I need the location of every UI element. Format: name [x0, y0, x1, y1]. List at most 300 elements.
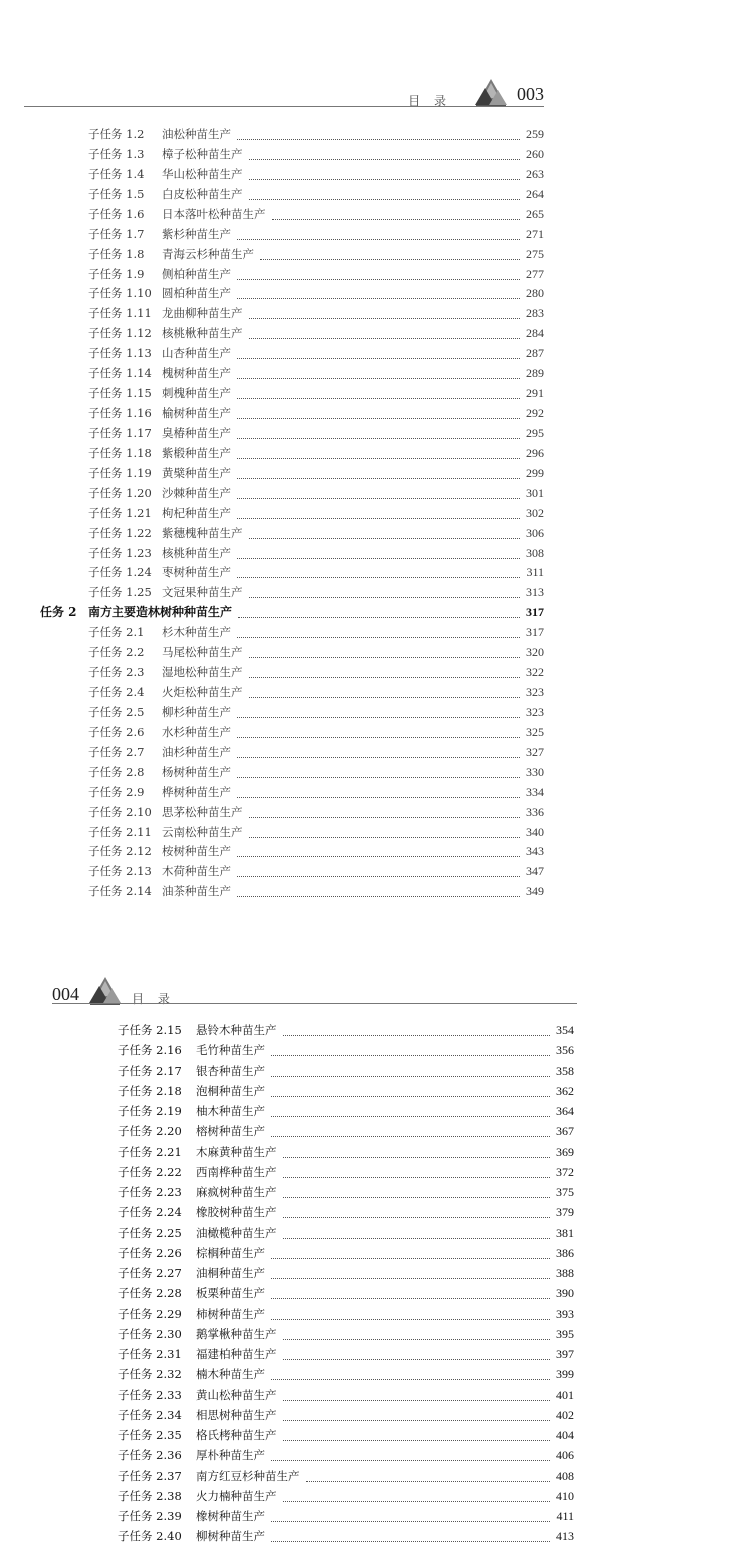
- entry-page-number: 375: [556, 1185, 574, 1199]
- entry-code: 子任务 2.28: [118, 1286, 182, 1301]
- entry-code: 子任务 1.25: [88, 585, 152, 600]
- dot-leader: [237, 278, 520, 280]
- entry-title: 桉树种苗生产: [162, 844, 231, 859]
- entry-title: 油茶种苗生产: [162, 884, 231, 899]
- entry-page-number: 358: [556, 1063, 574, 1078]
- dot-leader: [283, 1419, 551, 1421]
- entry-title: 榆树种苗生产: [162, 406, 231, 421]
- entry-title: 棕榈种苗生产: [196, 1245, 265, 1260]
- toc-entry: [118, 1020, 574, 1040]
- entry-title: 马尾松种苗生产: [162, 645, 243, 660]
- entry-page-number: 301: [526, 485, 544, 500]
- entry-title: 柳杉种苗生产: [162, 704, 231, 719]
- dot-leader: [283, 1358, 551, 1360]
- entry-title: 油桐种苗生产: [196, 1266, 265, 1280]
- entry-page-number: 259: [526, 127, 544, 141]
- dot-leader: [283, 1500, 551, 1502]
- dot-leader: [283, 1439, 551, 1441]
- entry-code: 子任务 2.3: [88, 665, 145, 680]
- dot-leader: [237, 756, 520, 758]
- entry-code: 子任务 2.35: [118, 1428, 182, 1442]
- entry-code: 子任务 2.11: [88, 824, 152, 839]
- toc-entry: [118, 1445, 574, 1465]
- dot-leader: [237, 517, 520, 519]
- entry-page-number: 289: [526, 366, 544, 381]
- entry-page-number: 322: [526, 665, 544, 680]
- entry-title: 沙棘种苗生产: [162, 485, 231, 500]
- entry-title: 青海云杉种苗生产: [162, 246, 254, 261]
- entry-title: 油松种苗生产: [162, 127, 231, 141]
- entry-title: 日本落叶松种苗生产: [162, 206, 266, 221]
- entry-code: 子任务 1.18: [88, 445, 152, 460]
- page-number: 004: [52, 984, 79, 1004]
- dot-leader: [237, 238, 520, 240]
- entry-title: 核桃种苗生产: [162, 545, 231, 560]
- running-header: [24, 68, 544, 108]
- entry-code: 子任务 1.12: [88, 326, 152, 341]
- entry-title: 橡胶树种苗生产: [196, 1205, 277, 1220]
- entry-page-number: 317: [526, 625, 544, 640]
- entry-code: 子任务 1.9: [88, 266, 145, 281]
- entry-code: 子任务 2.19: [118, 1104, 182, 1118]
- toc-page-004: [0, 960, 750, 1546]
- entry-code: 子任务 1.5: [88, 186, 145, 201]
- toc-entry: [88, 184, 544, 204]
- entry-title: 华山松种苗生产: [162, 166, 243, 181]
- entry-code: 子任务 1.6: [88, 206, 145, 221]
- entry-page-number: 302: [526, 505, 544, 520]
- entry-code: 子任务 2.14: [88, 884, 152, 899]
- entry-code: 子任务 1.2: [88, 127, 145, 141]
- entry-title: 圆柏种苗生产: [162, 286, 231, 301]
- entry-title: 紫杉种苗生产: [162, 226, 231, 241]
- entry-title: 板栗种苗生产: [196, 1286, 265, 1301]
- toc-entry: [118, 1466, 574, 1486]
- dot-leader: [237, 397, 520, 399]
- toc-entry: [88, 622, 544, 642]
- dot-leader: [237, 636, 520, 638]
- dot-leader: [237, 557, 520, 559]
- entry-code: 子任务 1.14: [88, 366, 152, 381]
- entry-title: 柳树种苗生产: [196, 1529, 265, 1544]
- entry-page-number: 291: [526, 386, 544, 401]
- toc-entry: [118, 1243, 574, 1263]
- entry-page-number: 317: [526, 605, 544, 620]
- dot-leader: [260, 258, 520, 260]
- dot-leader: [237, 875, 520, 877]
- dot-leader: [249, 537, 521, 539]
- toc-entry: [88, 782, 544, 802]
- entry-page-number: 379: [556, 1205, 574, 1220]
- toc-entry: [118, 1121, 574, 1141]
- toc-entry: [118, 1405, 574, 1425]
- entry-title: 柚木种苗生产: [196, 1104, 265, 1118]
- header-rule: [52, 1003, 577, 1004]
- dot-leader: [283, 1196, 551, 1198]
- dot-leader: [237, 776, 520, 778]
- toc-entry: [118, 1202, 574, 1222]
- dot-leader: [249, 816, 521, 818]
- entry-page-number: 347: [526, 864, 544, 879]
- entry-title: 榕树种苗生产: [196, 1124, 265, 1139]
- entry-code: 子任务 2.23: [118, 1185, 182, 1199]
- entry-page-number: 306: [526, 525, 544, 540]
- entry-code: 子任务 2.30: [118, 1326, 182, 1341]
- entry-code: 子任务 1.20: [88, 485, 152, 500]
- toc-entry: [88, 144, 544, 164]
- dot-leader: [249, 656, 521, 658]
- entry-page-number: 334: [526, 784, 544, 799]
- toc-entry: [88, 582, 544, 602]
- entry-page-number: 406: [556, 1448, 574, 1463]
- header-label: 目 录: [132, 992, 175, 1006]
- entry-page-number: 372: [556, 1164, 574, 1179]
- toc-entry: [88, 204, 544, 224]
- entry-page-number: 397: [556, 1347, 574, 1361]
- entry-page-number: 284: [526, 326, 544, 341]
- entry-title: 鹅掌楸种苗生产: [196, 1326, 277, 1341]
- dot-leader: [272, 218, 521, 220]
- entry-code: 子任务 2.26: [118, 1245, 182, 1260]
- dot-leader: [237, 576, 520, 578]
- entry-page-number: 367: [556, 1124, 574, 1139]
- dot-leader: [249, 178, 521, 180]
- entry-title: 黄山松种苗生产: [196, 1387, 277, 1402]
- entry-page-number: 362: [556, 1083, 574, 1098]
- entry-code: 子任务 2.12: [88, 844, 152, 859]
- entry-title: 枸杞种苗生产: [162, 505, 231, 520]
- toc-entry: [88, 503, 544, 523]
- dot-leader: [237, 357, 520, 359]
- entry-title: 白皮松种苗生产: [162, 186, 243, 201]
- toc-entry: [118, 1385, 574, 1405]
- entry-page-number: 399: [556, 1367, 574, 1382]
- toc-entry: [118, 1101, 574, 1121]
- dot-leader: [237, 497, 520, 499]
- entry-title: 楠木种苗生产: [196, 1367, 265, 1382]
- entry-page-number: 299: [526, 465, 544, 480]
- page-number: 003: [517, 84, 544, 104]
- entry-page-number: 401: [556, 1387, 574, 1402]
- toc-entry: [88, 323, 544, 343]
- dot-leader: [237, 417, 520, 419]
- entry-page-number: 369: [556, 1144, 574, 1159]
- toc-entry: [118, 1486, 574, 1506]
- entry-title: 木荷种苗生产: [162, 864, 231, 879]
- toc-entry: [118, 1304, 574, 1324]
- entry-code: 子任务 2.6: [88, 724, 145, 739]
- entry-page-number: 395: [556, 1326, 574, 1341]
- dot-leader: [271, 1318, 550, 1320]
- entry-title: 臭椿种苗生产: [162, 425, 231, 440]
- entry-code: 子任务 2.20: [118, 1124, 182, 1139]
- tree-logo-icon: [88, 976, 122, 1010]
- entry-title: 龙曲柳种苗生产: [162, 306, 243, 321]
- toc-entry: [118, 1324, 574, 1344]
- entry-page-number: 311: [526, 565, 544, 580]
- entry-code: 子任务 2.5: [88, 704, 145, 719]
- toc-entry: [88, 762, 544, 782]
- entry-code: 子任务 2.32: [118, 1367, 182, 1382]
- dot-leader: [249, 317, 521, 319]
- toc-entry: [88, 841, 544, 861]
- entry-page-number: 330: [526, 764, 544, 779]
- entry-title: 麻疯树种苗生产: [196, 1185, 277, 1199]
- entry-code: 子任务 2.25: [118, 1225, 182, 1240]
- dot-leader: [271, 1135, 550, 1137]
- entry-page-number: 381: [556, 1225, 574, 1240]
- entry-title: 刺槐种苗生产: [162, 386, 231, 401]
- entry-title: 侧柏种苗生产: [162, 266, 231, 281]
- toc-entry: [88, 822, 544, 842]
- entry-code: 子任务 2.7: [88, 744, 145, 759]
- entry-title: 木麻黄种苗生产: [196, 1144, 277, 1159]
- entry-code: 子任务 2.22: [118, 1164, 182, 1179]
- entry-code: 子任务 1.24: [88, 565, 152, 580]
- dot-leader: [249, 198, 521, 200]
- toc-entry: [88, 463, 544, 483]
- toc-entry: [88, 244, 544, 264]
- toc-entry: [118, 1344, 574, 1364]
- entry-title: 油杉种苗生产: [162, 744, 231, 759]
- entry-title: 湿地松种苗生产: [162, 665, 243, 680]
- entry-page-number: 390: [556, 1286, 574, 1301]
- header-label: 目 录: [408, 94, 451, 108]
- entry-page-number: 287: [526, 346, 544, 361]
- dot-leader: [237, 895, 520, 897]
- toc-entry: [118, 1506, 574, 1526]
- dot-leader: [271, 1075, 550, 1077]
- toc-entry: [88, 523, 544, 543]
- entry-title: 文冠果种苗生产: [162, 585, 243, 600]
- entry-title: 水杉种苗生产: [162, 724, 231, 739]
- entry-code: 子任务 2.37: [118, 1468, 182, 1483]
- entry-page-number: 336: [526, 804, 544, 819]
- entry-page-number: 349: [526, 884, 544, 899]
- entry-title: 杨树种苗生产: [162, 764, 231, 779]
- toc-entry: [88, 283, 544, 303]
- entry-page-number: 295: [526, 425, 544, 440]
- entry-page-number: 356: [556, 1043, 574, 1058]
- toc-entry: [88, 363, 544, 383]
- toc-entry: [118, 1263, 574, 1283]
- toc-entry: [88, 124, 544, 144]
- toc-entry: [88, 562, 544, 582]
- entry-code: 子任务 1.15: [88, 386, 152, 401]
- toc-entry: [118, 1061, 574, 1081]
- entry-code: 子任务 1.19: [88, 465, 152, 480]
- toc-entry: [118, 1081, 574, 1101]
- dot-leader: [237, 457, 520, 459]
- entry-page-number: 408: [556, 1468, 574, 1483]
- entry-code: 子任务 2.9: [88, 784, 145, 799]
- entry-title: 悬铃木种苗生产: [196, 1023, 277, 1037]
- entry-page-number: 354: [556, 1023, 574, 1037]
- entry-code: 子任务 2.10: [88, 804, 152, 819]
- toc-entry: [88, 543, 544, 563]
- dot-leader: [271, 1257, 550, 1259]
- entry-code: 子任务 2.8: [88, 764, 145, 779]
- entry-code: 任务 2: [40, 605, 77, 620]
- dot-leader: [237, 796, 520, 798]
- dot-leader: [283, 1237, 551, 1239]
- dot-leader: [271, 1054, 550, 1056]
- toc-entry: [88, 303, 544, 323]
- entry-page-number: 263: [526, 166, 544, 181]
- entry-page-number: 364: [556, 1104, 574, 1118]
- header-rule: [24, 106, 544, 107]
- dot-leader: [249, 596, 521, 598]
- entry-code: 子任务 1.22: [88, 525, 152, 540]
- toc-entry: [88, 383, 544, 403]
- entry-title: 格氏栲种苗生产: [196, 1428, 277, 1442]
- entry-title: 黄檗种苗生产: [162, 465, 231, 480]
- entry-page-number: 388: [556, 1266, 574, 1280]
- dot-leader: [283, 1399, 551, 1401]
- toc-entry: [88, 423, 544, 443]
- entry-title: 相思树种苗生产: [196, 1407, 277, 1422]
- entry-code: 子任务 2.16: [118, 1043, 182, 1058]
- entry-page-number: 280: [526, 286, 544, 301]
- entry-code: 子任务 2.21: [118, 1144, 182, 1159]
- entry-title: 柿树种苗生产: [196, 1306, 265, 1321]
- entry-code: 子任务 2.36: [118, 1448, 182, 1463]
- entry-title: 山杏种苗生产: [162, 346, 231, 361]
- toc-entry: [118, 1162, 574, 1182]
- entry-page-number: 260: [526, 146, 544, 161]
- entry-page-number: 313: [526, 585, 544, 600]
- entry-title: 云南松种苗生产: [162, 824, 243, 839]
- entry-code: 子任务 1.17: [88, 425, 152, 440]
- entry-page-number: 323: [526, 685, 544, 700]
- entry-title: 福建柏种苗生产: [196, 1347, 277, 1361]
- entry-title: 杉木种苗生产: [162, 625, 231, 640]
- dot-leader: [249, 158, 521, 160]
- dot-leader: [306, 1480, 551, 1482]
- toc-entry: [118, 1425, 574, 1445]
- entry-title: 紫穗槐种苗生产: [162, 525, 243, 540]
- dot-leader: [238, 616, 520, 618]
- dot-leader: [283, 1176, 551, 1178]
- entry-title: 毛竹种苗生产: [196, 1043, 265, 1058]
- toc-entry: [88, 483, 544, 503]
- entry-code: 子任务 2.39: [118, 1509, 182, 1523]
- dot-leader: [271, 1459, 550, 1461]
- toc-entry: [88, 443, 544, 463]
- entry-page-number: 327: [526, 744, 544, 759]
- entry-title: 银杏种苗生产: [196, 1063, 265, 1078]
- entry-title: 橡树种苗生产: [196, 1509, 265, 1523]
- entry-page-number: 320: [526, 645, 544, 660]
- toc-entry: [88, 682, 544, 702]
- toc-entry: [118, 1223, 574, 1243]
- toc-entry: [88, 403, 544, 423]
- entry-code: 子任务 1.4: [88, 166, 145, 181]
- toc-entry: [88, 742, 544, 762]
- entry-code: 子任务 2.24: [118, 1205, 182, 1220]
- toc-entry: [118, 1142, 574, 1162]
- entry-page-number: 308: [526, 545, 544, 560]
- entry-page-number: 264: [526, 186, 544, 201]
- entry-page-number: 277: [526, 266, 544, 281]
- dot-leader: [271, 1520, 550, 1522]
- entry-code: 子任务 1.3: [88, 146, 145, 161]
- toc-entry: [88, 224, 544, 244]
- entry-code: 子任务 1.16: [88, 406, 152, 421]
- entry-title: 紫椴种苗生产: [162, 445, 231, 460]
- entry-page-number: 340: [526, 824, 544, 839]
- entry-code: 子任务 2.2: [88, 645, 145, 660]
- entry-page-number: 393: [556, 1306, 574, 1321]
- entry-title: 火炬松种苗生产: [162, 685, 243, 700]
- entry-title: 槐树种苗生产: [162, 366, 231, 381]
- toc-task-heading: [40, 602, 544, 622]
- entry-code: 子任务 1.10: [88, 286, 152, 301]
- entry-code: 子任务 2.18: [118, 1083, 182, 1098]
- entry-page-number: 292: [526, 406, 544, 421]
- toc-entry: [88, 642, 544, 662]
- toc-entry: [88, 881, 544, 901]
- entry-code: 子任务 2.38: [118, 1488, 182, 1503]
- entry-page-number: 271: [526, 226, 544, 241]
- dot-leader: [237, 736, 520, 738]
- entry-code: 子任务 2.29: [118, 1306, 182, 1321]
- entry-code: 子任务 1.13: [88, 346, 152, 361]
- dot-leader: [249, 676, 521, 678]
- dot-leader: [237, 716, 520, 718]
- entry-page-number: 410: [556, 1488, 574, 1503]
- entry-page-number: 283: [526, 306, 544, 321]
- entry-title: 樟子松种苗生产: [162, 146, 243, 161]
- entry-title: 思茅松种苗生产: [162, 804, 243, 819]
- dot-leader: [271, 1540, 550, 1542]
- entry-title: 南方红豆杉种苗生产: [196, 1468, 300, 1483]
- entry-page-number: 265: [526, 206, 544, 221]
- toc-entry: [88, 702, 544, 722]
- toc-entry: [88, 662, 544, 682]
- dot-leader: [271, 1095, 550, 1097]
- dot-leader: [271, 1297, 550, 1299]
- dot-leader: [237, 297, 520, 299]
- entry-code: 子任务 1.7: [88, 226, 145, 241]
- entry-page-number: 275: [526, 246, 544, 261]
- entry-page-number: 402: [556, 1407, 574, 1422]
- entry-title: 泡桐种苗生产: [196, 1083, 265, 1098]
- entry-page-number: 411: [556, 1509, 574, 1523]
- dot-leader: [249, 836, 521, 838]
- entry-title: 厚朴种苗生产: [196, 1448, 265, 1463]
- dot-leader: [237, 855, 520, 857]
- entry-page-number: 323: [526, 704, 544, 719]
- entry-page-number: 413: [556, 1529, 574, 1544]
- dot-leader: [283, 1034, 551, 1036]
- entry-page-number: 296: [526, 445, 544, 460]
- entry-code: 子任务 2.17: [118, 1063, 182, 1078]
- entry-code: 子任务 2.40: [118, 1529, 182, 1544]
- dot-leader: [283, 1156, 551, 1158]
- toc-entry: [118, 1040, 574, 1060]
- dot-leader: [283, 1338, 551, 1340]
- entry-page-number: 325: [526, 724, 544, 739]
- entry-title: 西南桦种苗生产: [196, 1164, 277, 1179]
- entry-code: 子任务 2.34: [118, 1407, 182, 1422]
- dot-leader: [271, 1277, 550, 1279]
- entry-title: 枣树种苗生产: [162, 565, 231, 580]
- entry-code: 子任务 2.33: [118, 1387, 182, 1402]
- toc-entry: [118, 1283, 574, 1303]
- toc-entry: [88, 861, 544, 881]
- entry-title: 核桃楸种苗生产: [162, 326, 243, 341]
